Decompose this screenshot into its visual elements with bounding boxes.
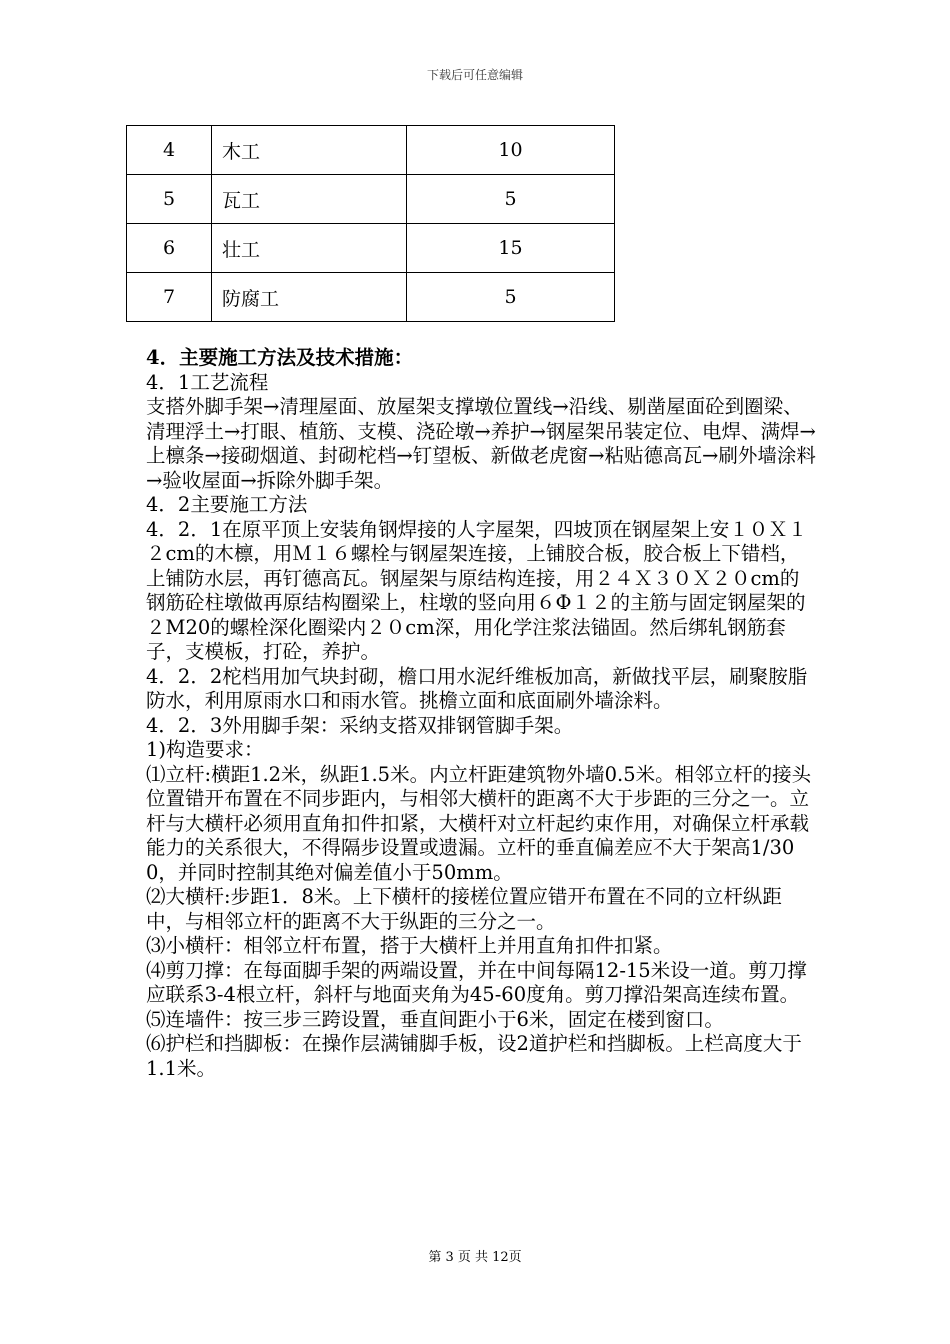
table-row — [127, 273, 615, 322]
body-text — [146, 346, 816, 1081]
paragraph: 支搭外脚手架→清理屋面、放屋架支撑墩位置线→沿线、剔凿屋面砼到圈梁、清理浮土→打眼、植筋、支模、浇砼墩→养护→钢屋架吊装定位、电焊、满焊→上檩条→接砌烟道、封砌柁档→钉望板、新做老虎窗→粘贴德高瓦→刷外墙涂料→验收屋面→拆除外脚手架。 — [146, 395, 816, 492]
row-number-cell: 6 — [127, 224, 212, 273]
paragraph: ⑵大横杆:步距1．8米。上下横杆的接槎位置应错开布置在不同的立杆纵距中，与相邻立杆的距离不大于纵距的三分之一。 — [146, 885, 782, 933]
trade-cell: 瓦工 — [212, 175, 407, 224]
paragraph: 4．1工艺流程 — [146, 370, 269, 394]
page-header-note: 下载后可任意编辑 — [426, 68, 523, 82]
row-number-cell: 4 — [127, 126, 212, 175]
content-paragraphs — [146, 371, 816, 1082]
paragraph: 1)构造要求： — [146, 738, 264, 761]
labor-table-body — [127, 126, 615, 322]
count-cell: 15 — [407, 224, 615, 273]
table-row — [127, 224, 615, 273]
section-heading: 4．主要施工方法及技术措施： — [146, 346, 414, 369]
trade-cell: 木工 — [212, 126, 407, 175]
paragraph: ⑹护栏和挡脚板：在操作层满铺脚手板，设2道护栏和挡脚板。上栏高度大于 1.1米。 — [146, 1032, 809, 1080]
trade-cell: 壮工 — [212, 224, 407, 273]
count-cell: 5 — [407, 273, 615, 322]
paragraph: ⑸连墙件：按三步三跨设置，垂直间距小于6米，固定在楼到窗口。 — [146, 1007, 724, 1031]
row-number-cell: 7 — [127, 273, 212, 322]
paragraph: ⑴立杆:横距1.2米，纵距1.5米。内立杆距建筑物外墙0.5米。相邻立杆的接头位置错开布置在不同步距内，与相邻大横杆的距离不大于步距的三分之一。立杆与大横杆必须用直角扣件扣紧，大横杆对立杆起约束作用，对确保立杆承载能力的关系很大，不得隔步设置或遗漏。立杆的垂直偏差应不大于架高1/300，并同时控制其绝对偏差值小于50mm。 — [146, 762, 812, 884]
labor-table — [126, 125, 615, 322]
row-number-cell: 5 — [127, 175, 212, 224]
trade-cell: 防腐工 — [212, 273, 407, 322]
table-row — [127, 175, 615, 224]
table-row — [127, 126, 615, 175]
count-cell: 5 — [407, 175, 615, 224]
paragraph: ⑷剪刀撑：在每面脚手架的两端设置，并在中间每隔12-15米设一道。剪刀撑应联系3-4根立杆，斜杆与地面夹角为45-60度角。剪刀撑沿架高连续布置。 — [146, 958, 807, 1006]
paragraph: 4．2．1在原平顶上安装角钢焊接的人字屋架，四坡顶在钢屋架上安１０Ｘ１２cm的木檩，用Ｍ１６螺栓与钢屋架连接，上铺胶合板，胶合板上下错档，上铺防水层，再钉德高瓦。钢屋架与原结构连接，用２４Ｘ３０Ｘ２０cm的钢筋砼柱墩做再原结构圈梁上，柱墩的竖向用６Φ１２的主筋与固定钢屋架的２M20的螺栓深化圈梁内２０cm深，用化学注浆法锚固。然后绑轧钢筋套子，支模板，打砼，养护。 — [146, 517, 808, 663]
page-footer: 第 3 页 共 12页 — [428, 1250, 522, 1265]
count-cell: 10 — [407, 126, 615, 175]
paragraph: ⑶小横杆：相邻立杆布置，搭于大横杆上并用直角扣件扣紧。 — [146, 934, 673, 957]
paragraph: 4．2．3外用脚手架：采纳支搭双排钢管脚手架。 — [146, 713, 574, 737]
paragraph: 4．2．2柁档用加气块封砌，檐口用水泥纤维板加高，新做找平层，刷聚胺脂防水，利用原雨水口和雨水管。挑檐立面和底面刷外墙涂料。 — [146, 664, 808, 712]
paragraph: 4．2主要施工方法 — [146, 493, 308, 516]
